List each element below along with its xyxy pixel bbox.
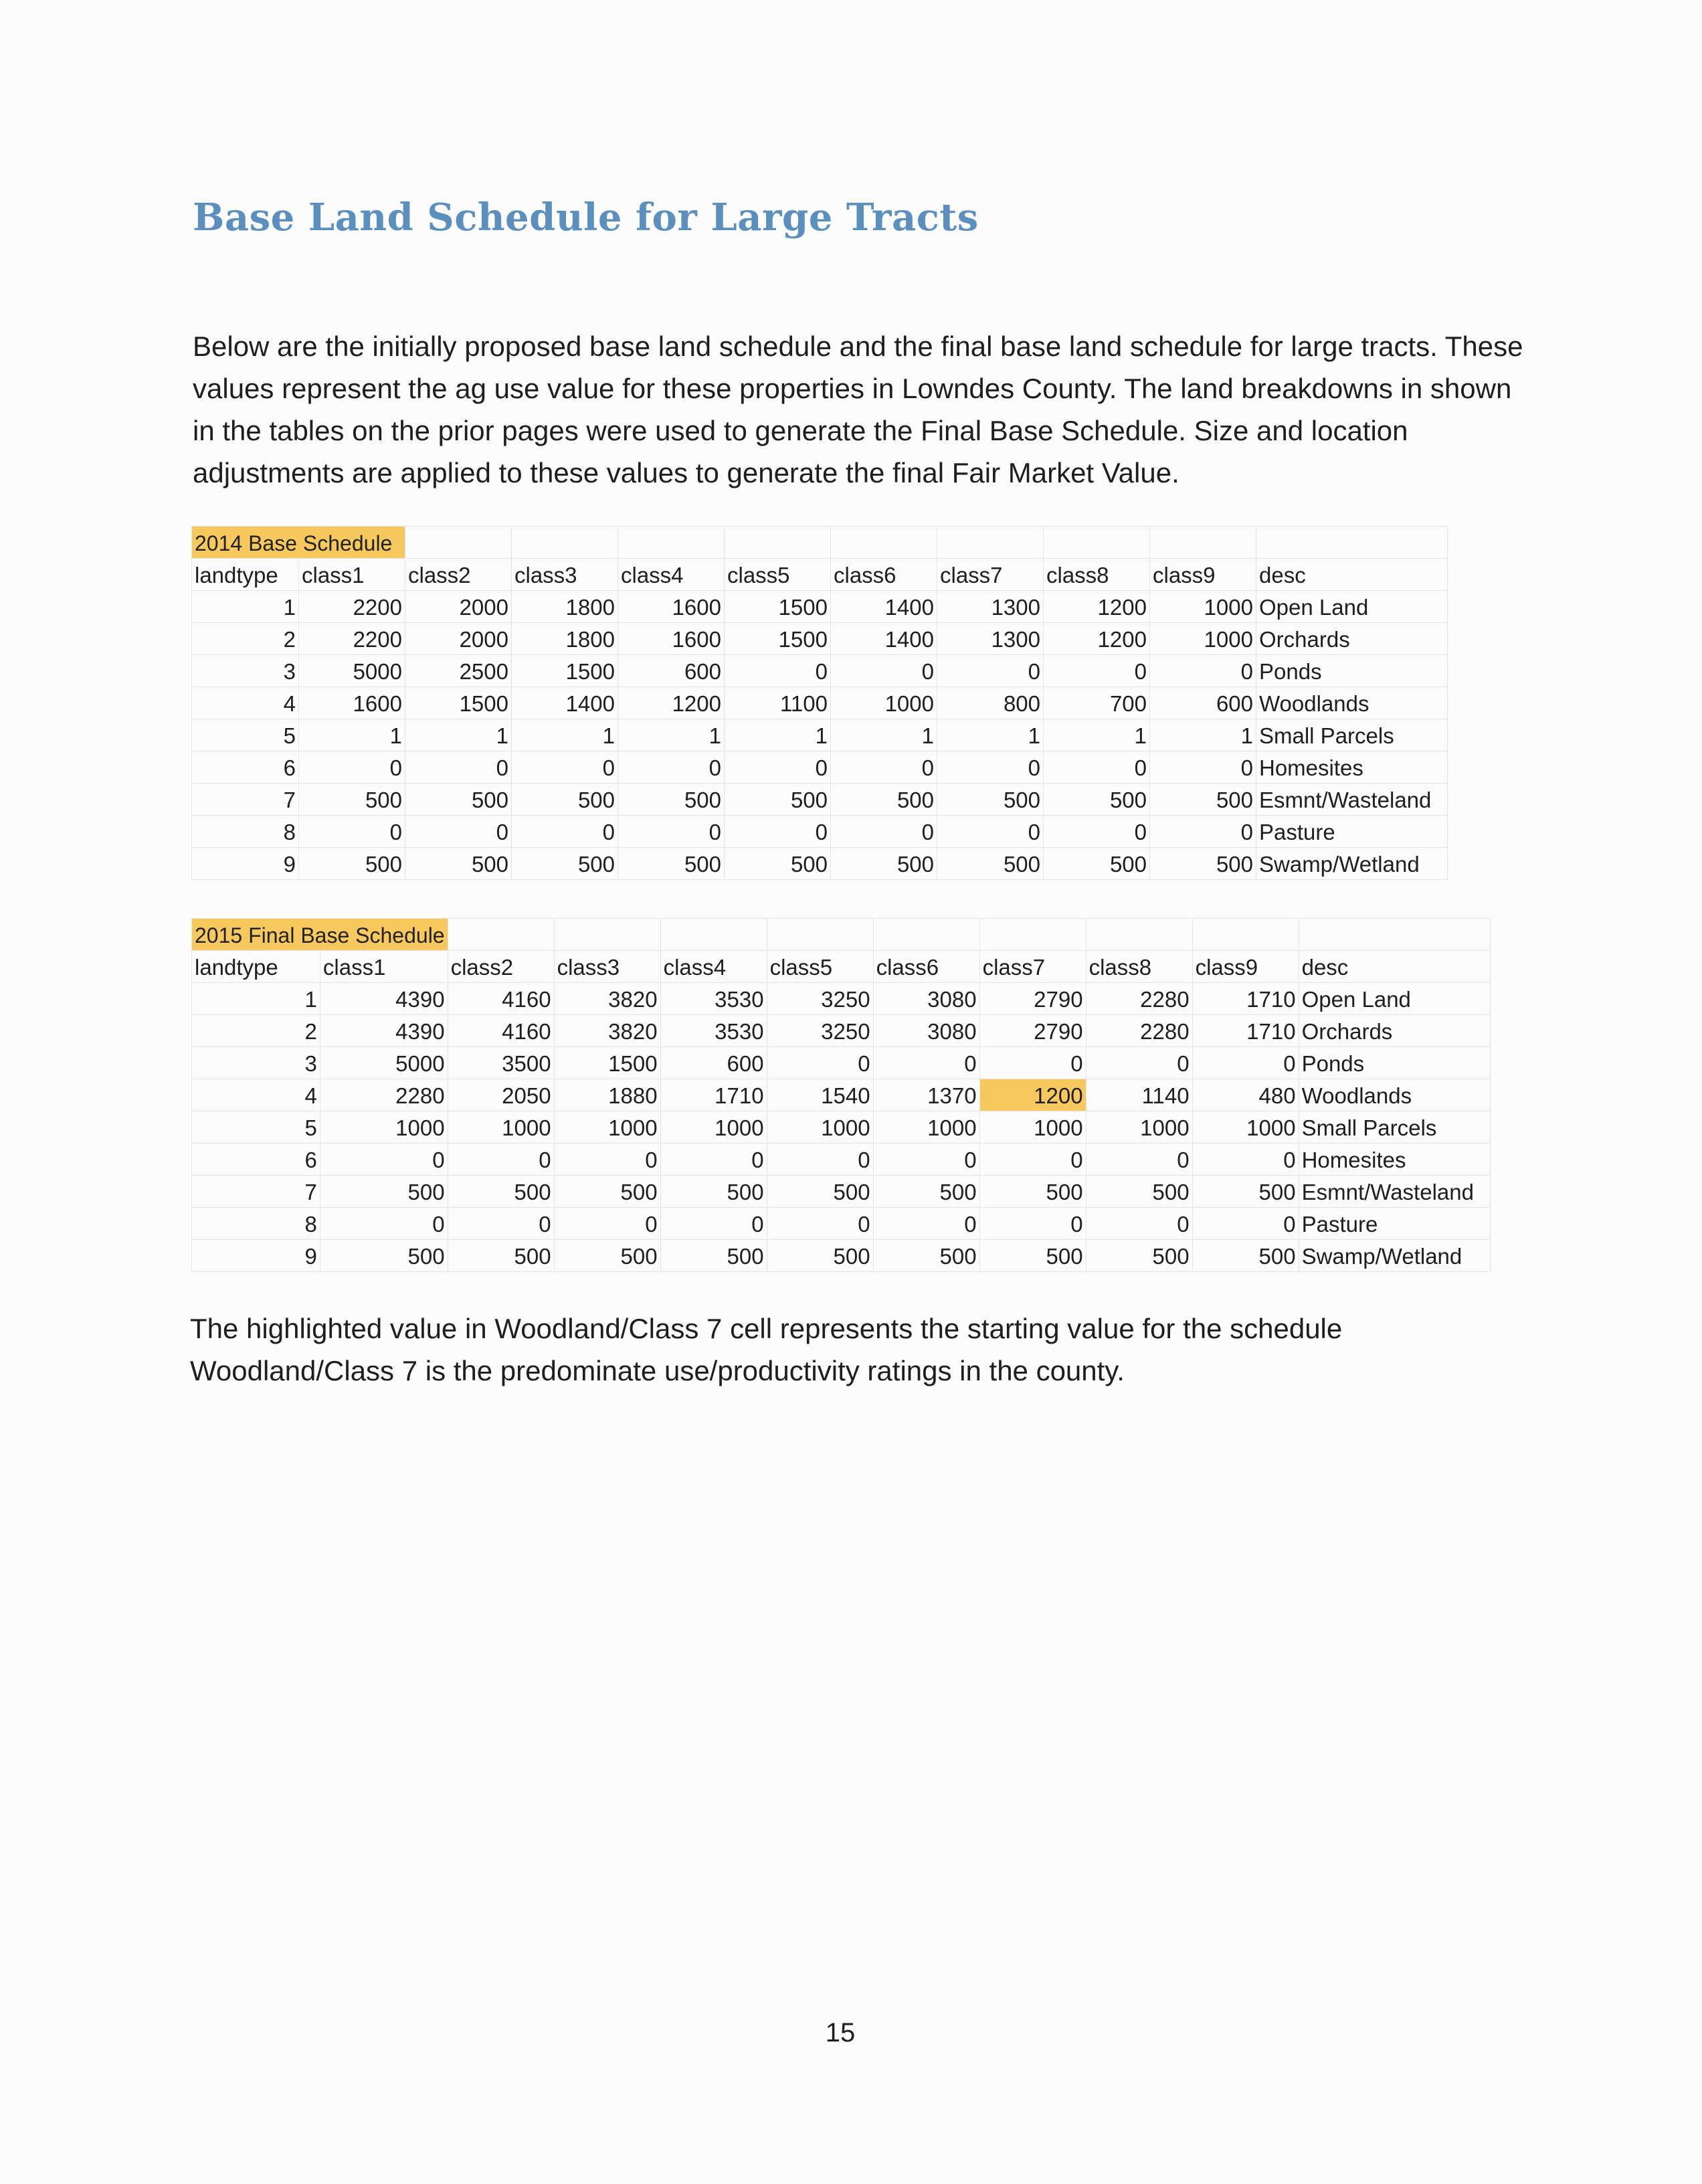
value-cell: 480 <box>1192 1079 1299 1111</box>
landtype-cell: 6 <box>192 751 299 784</box>
value-cell: 5000 <box>299 655 405 687</box>
value-cell: 1400 <box>831 591 937 623</box>
value-cell: 4160 <box>448 983 554 1015</box>
value-cell: 1000 <box>660 1111 767 1144</box>
value-cell: 500 <box>937 784 1044 816</box>
empty-cell <box>831 527 937 559</box>
table-2014-base-schedule <box>191 526 1448 880</box>
value-cell: 1 <box>512 719 618 751</box>
empty-cell <box>767 919 873 951</box>
empty-cell <box>1299 919 1490 951</box>
value-cell: 1140 <box>1086 1079 1192 1111</box>
value-cell: 3820 <box>554 1015 660 1047</box>
value-cell: 0 <box>1192 1144 1299 1176</box>
value-cell: 1000 <box>831 687 937 719</box>
value-cell: 1500 <box>405 687 512 719</box>
landtype-cell: 3 <box>192 1047 320 1079</box>
landtype-cell: 8 <box>192 1208 320 1240</box>
value-cell: 1540 <box>767 1079 873 1111</box>
value-cell: 4390 <box>320 983 448 1015</box>
landtype-cell: 9 <box>192 1240 320 1272</box>
table-row <box>192 1111 1491 1144</box>
value-cell: 1200 <box>1044 623 1150 655</box>
column-header-class6: class6 <box>873 951 979 983</box>
value-cell: 3250 <box>767 1015 873 1047</box>
value-cell: 1 <box>299 719 405 751</box>
value-cell: 0 <box>1150 655 1256 687</box>
value-cell: 500 <box>725 848 831 880</box>
value-cell: 1400 <box>831 623 937 655</box>
value-cell: 500 <box>299 848 405 880</box>
column-header-class3: class3 <box>512 559 618 591</box>
value-cell: 1000 <box>320 1111 448 1144</box>
value-cell: 600 <box>1150 687 1256 719</box>
value-cell: 0 <box>1044 751 1150 784</box>
value-cell: 3500 <box>448 1047 554 1079</box>
value-cell: 1000 <box>448 1111 554 1144</box>
empty-cell <box>405 527 512 559</box>
empty-cell <box>979 919 1086 951</box>
value-cell: 500 <box>512 848 618 880</box>
landtype-cell: 3 <box>192 655 299 687</box>
value-cell: 500 <box>1044 848 1150 880</box>
table-row <box>192 1015 1491 1047</box>
value-cell: 1600 <box>618 623 725 655</box>
highlighted-value-cell: 1200 <box>979 1079 1086 1111</box>
desc-cell: Esmnt/Wasteland <box>1256 784 1448 816</box>
value-cell: 3250 <box>767 983 873 1015</box>
table-row <box>192 1144 1491 1176</box>
caption-row <box>192 527 1448 559</box>
table-row <box>192 591 1448 623</box>
value-cell: 4390 <box>320 1015 448 1047</box>
desc-cell: Woodlands <box>1256 687 1448 719</box>
value-cell: 0 <box>873 1144 979 1176</box>
value-cell: 500 <box>937 848 1044 880</box>
value-cell: 0 <box>725 751 831 784</box>
column-header-class2: class2 <box>448 951 554 983</box>
landtype-cell: 1 <box>192 591 299 623</box>
page-title: Base Land Schedule for Large Tracts <box>193 195 979 240</box>
value-cell: 0 <box>405 816 512 848</box>
value-cell: 1200 <box>1044 591 1150 623</box>
value-cell: 2200 <box>299 623 405 655</box>
value-cell: 1000 <box>979 1111 1086 1144</box>
table-row <box>192 1208 1491 1240</box>
value-cell: 1500 <box>512 655 618 687</box>
value-cell: 1300 <box>937 623 1044 655</box>
value-cell: 1000 <box>1192 1111 1299 1144</box>
value-cell: 0 <box>1150 816 1256 848</box>
value-cell: 500 <box>405 784 512 816</box>
value-cell: 500 <box>618 848 725 880</box>
landtype-cell: 4 <box>192 1079 320 1111</box>
empty-cell <box>448 919 554 951</box>
empty-cell <box>937 527 1044 559</box>
desc-cell: Pasture <box>1256 816 1448 848</box>
table-row <box>192 1176 1491 1208</box>
value-cell: 0 <box>725 816 831 848</box>
column-header-class6: class6 <box>831 559 937 591</box>
value-cell: 600 <box>660 1047 767 1079</box>
column-header-landtype: landtype <box>192 951 320 983</box>
value-cell: 1500 <box>725 591 831 623</box>
empty-cell <box>1044 527 1150 559</box>
header-row <box>192 951 1491 983</box>
value-cell: 0 <box>767 1144 873 1176</box>
value-cell: 0 <box>554 1144 660 1176</box>
value-cell: 0 <box>1150 751 1256 784</box>
value-cell: 1 <box>1044 719 1150 751</box>
column-header-class9: class9 <box>1192 951 1299 983</box>
value-cell: 0 <box>979 1144 1086 1176</box>
value-cell: 1710 <box>1192 1015 1299 1047</box>
value-cell: 1500 <box>554 1047 660 1079</box>
value-cell: 500 <box>618 784 725 816</box>
desc-cell: Homesites <box>1299 1144 1490 1176</box>
column-header-class2: class2 <box>405 559 512 591</box>
value-cell: 0 <box>512 751 618 784</box>
value-cell: 0 <box>1192 1047 1299 1079</box>
value-cell: 0 <box>831 751 937 784</box>
value-cell: 1800 <box>512 591 618 623</box>
landtype-cell: 7 <box>192 1176 320 1208</box>
page-number: 15 <box>825 2018 856 2047</box>
column-header-class1: class1 <box>299 559 405 591</box>
value-cell: 0 <box>660 1144 767 1176</box>
value-cell: 700 <box>1044 687 1150 719</box>
value-cell: 500 <box>320 1176 448 1208</box>
empty-cell <box>660 919 767 951</box>
value-cell: 0 <box>448 1208 554 1240</box>
value-cell: 1 <box>1150 719 1256 751</box>
table-row <box>192 719 1448 751</box>
value-cell: 1000 <box>873 1111 979 1144</box>
value-cell: 1400 <box>512 687 618 719</box>
header-row <box>192 559 1448 591</box>
value-cell: 500 <box>1150 784 1256 816</box>
value-cell: 0 <box>299 751 405 784</box>
landtype-cell: 5 <box>192 719 299 751</box>
value-cell: 0 <box>1044 816 1150 848</box>
landtype-cell: 6 <box>192 1144 320 1176</box>
value-cell: 2280 <box>1086 983 1192 1015</box>
value-cell: 0 <box>979 1208 1086 1240</box>
value-cell: 2790 <box>979 1015 1086 1047</box>
value-cell: 2000 <box>405 623 512 655</box>
column-header-class5: class5 <box>767 951 873 983</box>
value-cell: 0 <box>831 816 937 848</box>
column-header-class4: class4 <box>618 559 725 591</box>
empty-cell <box>1150 527 1256 559</box>
desc-cell: Small Parcels <box>1299 1111 1490 1144</box>
empty-cell <box>1192 919 1299 951</box>
value-cell: 500 <box>1192 1240 1299 1272</box>
value-cell: 500 <box>831 848 937 880</box>
value-cell: 3080 <box>873 1015 979 1047</box>
landtype-cell: 2 <box>192 623 299 655</box>
value-cell: 0 <box>405 751 512 784</box>
desc-cell: Swamp/Wetland <box>1299 1240 1490 1272</box>
desc-cell: Ponds <box>1299 1047 1490 1079</box>
value-cell: 0 <box>937 751 1044 784</box>
column-header-class8: class8 <box>1086 951 1192 983</box>
empty-cell <box>725 527 831 559</box>
table-caption: 2015 Final Base Schedule <box>192 919 448 951</box>
value-cell: 1 <box>618 719 725 751</box>
column-header-class9: class9 <box>1150 559 1256 591</box>
desc-cell: Orchards <box>1299 1015 1490 1047</box>
value-cell: 500 <box>979 1176 1086 1208</box>
value-cell: 1370 <box>873 1079 979 1111</box>
column-header-class3: class3 <box>554 951 660 983</box>
value-cell: 0 <box>831 655 937 687</box>
intro-paragraph: Below are the initially proposed base land schedule and the final base land schedule for large tracts. These values represent the ag use value for these properties in Lowndes County. The land breakdowns in shown in the tables on the prior pages were used to generate the Final Base Schedule. Size and location adjustments are applied to these values to generate the final Fair Market Value. <box>193 331 1523 488</box>
landtype-cell: 1 <box>192 983 320 1015</box>
value-cell: 2500 <box>405 655 512 687</box>
value-cell: 500 <box>1086 1240 1192 1272</box>
value-cell: 2000 <box>405 591 512 623</box>
landtype-cell: 8 <box>192 816 299 848</box>
value-cell: 1 <box>405 719 512 751</box>
value-cell: 1600 <box>299 687 405 719</box>
desc-cell: Orchards <box>1256 623 1448 655</box>
column-header-desc: desc <box>1299 951 1490 983</box>
caption-row <box>192 919 1491 951</box>
value-cell: 500 <box>1044 784 1150 816</box>
value-cell: 0 <box>873 1208 979 1240</box>
value-cell: 0 <box>1086 1208 1192 1240</box>
table-row <box>192 983 1491 1015</box>
value-cell: 0 <box>979 1047 1086 1079</box>
column-header-class1: class1 <box>320 951 448 983</box>
value-cell: 600 <box>618 655 725 687</box>
value-cell: 1500 <box>725 623 831 655</box>
column-header-desc: desc <box>1256 559 1448 591</box>
landtype-cell: 7 <box>192 784 299 816</box>
value-cell: 0 <box>1086 1144 1192 1176</box>
value-cell: 2050 <box>448 1079 554 1111</box>
table-row <box>192 1240 1491 1272</box>
value-cell: 2280 <box>1086 1015 1192 1047</box>
value-cell: 500 <box>512 784 618 816</box>
column-header-class8: class8 <box>1044 559 1150 591</box>
desc-cell: Swamp/Wetland <box>1256 848 1448 880</box>
value-cell: 1 <box>831 719 937 751</box>
value-cell: 0 <box>937 655 1044 687</box>
value-cell: 500 <box>767 1240 873 1272</box>
table-row <box>192 655 1448 687</box>
value-cell: 500 <box>554 1240 660 1272</box>
value-cell: 1000 <box>1150 591 1256 623</box>
value-cell: 500 <box>1086 1176 1192 1208</box>
value-cell: 0 <box>1086 1047 1192 1079</box>
value-cell: 0 <box>1044 655 1150 687</box>
table-row <box>192 784 1448 816</box>
landtype-cell: 9 <box>192 848 299 880</box>
value-cell: 500 <box>873 1240 979 1272</box>
value-cell: 500 <box>299 784 405 816</box>
value-cell: 500 <box>873 1176 979 1208</box>
value-cell: 1300 <box>937 591 1044 623</box>
value-cell: 500 <box>1192 1176 1299 1208</box>
column-header-class7: class7 <box>937 559 1044 591</box>
table-row <box>192 687 1448 719</box>
empty-cell <box>618 527 725 559</box>
value-cell: 0 <box>554 1208 660 1240</box>
value-cell: 500 <box>767 1176 873 1208</box>
value-cell: 500 <box>448 1176 554 1208</box>
value-cell: 0 <box>873 1047 979 1079</box>
landtype-cell: 5 <box>192 1111 320 1144</box>
desc-cell: Esmnt/Wasteland <box>1299 1176 1490 1208</box>
table-2015-final-base-schedule <box>191 918 1491 1272</box>
value-cell: 1200 <box>618 687 725 719</box>
value-cell: 3530 <box>660 983 767 1015</box>
value-cell: 800 <box>937 687 1044 719</box>
column-header-class7: class7 <box>979 951 1086 983</box>
value-cell: 500 <box>660 1176 767 1208</box>
value-cell: 0 <box>448 1144 554 1176</box>
value-cell: 1600 <box>618 591 725 623</box>
value-cell: 0 <box>618 816 725 848</box>
landtype-cell: 2 <box>192 1015 320 1047</box>
value-cell: 3080 <box>873 983 979 1015</box>
value-cell: 0 <box>767 1047 873 1079</box>
landtype-cell: 4 <box>192 687 299 719</box>
value-cell: 0 <box>320 1208 448 1240</box>
value-cell: 3820 <box>554 983 660 1015</box>
column-header-class4: class4 <box>660 951 767 983</box>
value-cell: 500 <box>448 1240 554 1272</box>
value-cell: 5000 <box>320 1047 448 1079</box>
table-row <box>192 848 1448 880</box>
table-caption: 2014 Base Schedule <box>192 527 405 559</box>
value-cell: 0 <box>660 1208 767 1240</box>
value-cell: 500 <box>320 1240 448 1272</box>
value-cell: 1880 <box>554 1079 660 1111</box>
value-cell: 0 <box>937 816 1044 848</box>
empty-cell <box>873 919 979 951</box>
desc-cell: Pasture <box>1299 1208 1490 1240</box>
desc-cell: Homesites <box>1256 751 1448 784</box>
value-cell: 2200 <box>299 591 405 623</box>
value-cell: 0 <box>299 816 405 848</box>
value-cell: 0 <box>512 816 618 848</box>
value-cell: 0 <box>1192 1208 1299 1240</box>
desc-cell: Open Land <box>1256 591 1448 623</box>
value-cell: 4160 <box>448 1015 554 1047</box>
value-cell: 1 <box>937 719 1044 751</box>
value-cell: 1710 <box>660 1079 767 1111</box>
empty-cell <box>512 527 618 559</box>
value-cell: 1000 <box>554 1111 660 1144</box>
value-cell: 1800 <box>512 623 618 655</box>
value-cell: 3530 <box>660 1015 767 1047</box>
value-cell: 500 <box>405 848 512 880</box>
column-header-landtype: landtype <box>192 559 299 591</box>
value-cell: 1100 <box>725 687 831 719</box>
value-cell: 2790 <box>979 983 1086 1015</box>
value-cell: 1710 <box>1192 983 1299 1015</box>
value-cell: 0 <box>767 1208 873 1240</box>
empty-cell <box>1086 919 1192 951</box>
desc-cell: Small Parcels <box>1256 719 1448 751</box>
value-cell: 0 <box>618 751 725 784</box>
value-cell: 500 <box>660 1240 767 1272</box>
desc-cell: Ponds <box>1256 655 1448 687</box>
value-cell: 500 <box>554 1176 660 1208</box>
table-row <box>192 1079 1491 1111</box>
value-cell: 500 <box>831 784 937 816</box>
column-header-class5: class5 <box>725 559 831 591</box>
empty-cell <box>554 919 660 951</box>
empty-cell <box>1256 527 1448 559</box>
desc-cell: Open Land <box>1299 983 1490 1015</box>
table-row <box>192 1047 1491 1079</box>
desc-cell: Woodlands <box>1299 1079 1490 1111</box>
value-cell: 1000 <box>767 1111 873 1144</box>
table-row <box>192 751 1448 784</box>
value-cell: 500 <box>725 784 831 816</box>
table-row <box>192 623 1448 655</box>
value-cell: 1000 <box>1150 623 1256 655</box>
value-cell: 500 <box>979 1240 1086 1272</box>
value-cell: 1 <box>725 719 831 751</box>
value-cell: 1000 <box>1086 1111 1192 1144</box>
value-cell: 0 <box>725 655 831 687</box>
value-cell: 2280 <box>320 1079 448 1111</box>
table-row <box>192 816 1448 848</box>
highlight-note: The highlighted value in Woodland/Class 7 cell represents the starting value for the schedule Woodland/Class 7 is the predominate use/productivity ratings in the county. <box>190 1313 1343 1386</box>
value-cell: 500 <box>1150 848 1256 880</box>
value-cell: 0 <box>320 1144 448 1176</box>
